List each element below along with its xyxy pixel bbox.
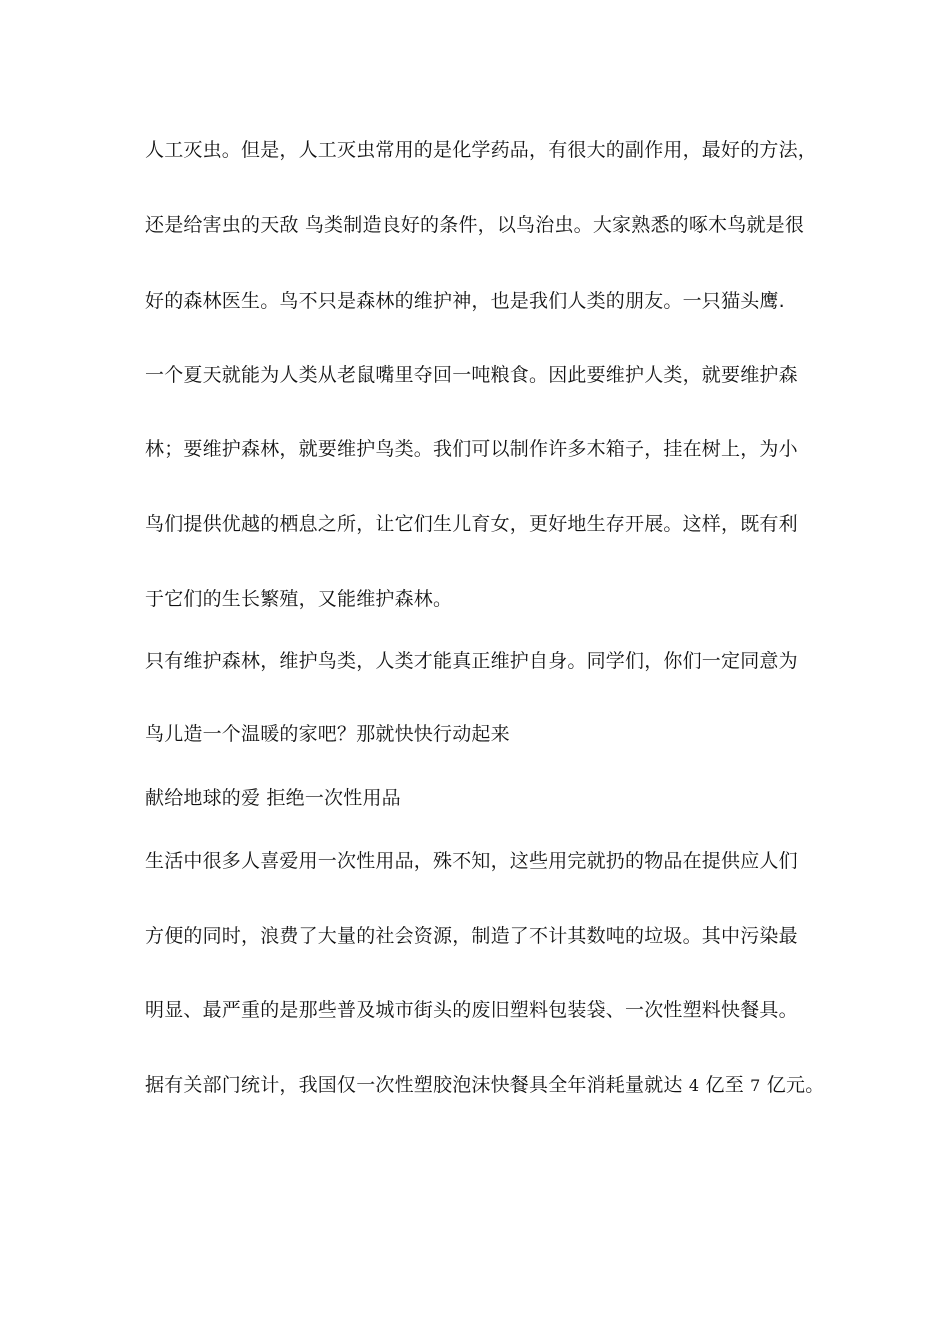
section-heading: 献给地球的爱 拒绝一次性用品 — [145, 787, 401, 809]
statistics-text: 据有关部门统计，我国仅一次性塑胶泡沫快餐具全年消耗量就达 — [145, 1074, 683, 1096]
statistics-line — [145, 1072, 825, 1099]
paragraph-line: 一个夏天就能为人类从老鼠嘴里夺回一吨粮食。因此要维护人类，就要维护森 — [145, 364, 798, 386]
paragraph-line: 于它们的生长繁殖，又能维护森林。 — [145, 588, 453, 610]
paragraph-line: 人工灭虫。但是，人工灭虫常用的是化学药品，有很大的副作用，最好的方法， — [145, 139, 818, 161]
paragraph-line: 鸟儿造一个温暖的家吧？那就快快行动起来 — [145, 723, 510, 745]
statistics-text: 亿元。 — [766, 1074, 825, 1096]
paragraph-line: 方便的同时，浪费了大量的社会资源，制造了不计其数吨的垃圾。其中污染最 — [145, 925, 798, 947]
paragraph-line: 生活中很多人喜爱用一次性用品，殊不知，这些用完就扔的物品在提供应人们 — [145, 850, 798, 872]
statistics-number: 4 — [688, 1076, 700, 1095]
statistics-text: 亿至 — [705, 1074, 744, 1096]
paragraph-line: 鸟们提供优越的栖息之所，让它们生儿育女，更好地生存开展。这样，既有利 — [145, 513, 798, 535]
paragraph-line: 只有维护森林，维护鸟类，人类才能真正维护自身。同学们，你们一定同意为 — [145, 650, 798, 672]
paragraph-line: 还是给害虫的天敌 鸟类制造良好的条件，以鸟治虫。大家熟悉的啄木鸟就是很 — [145, 214, 805, 236]
statistics-number: 7 — [750, 1076, 761, 1095]
paragraph-line: 林；要维护森林，就要维护鸟类。我们可以制作许多木箱子，挂在树上，为小 — [145, 438, 798, 460]
paragraph-line: 好的森林医生。鸟不只是森林的维护神，也是我们人类的朋友。一只猫头鹰. — [145, 290, 785, 312]
paragraph-line: 明显、最严重的是那些普及城市街头的废旧塑料包装袋、一次性塑料快餐具。 — [145, 999, 798, 1021]
